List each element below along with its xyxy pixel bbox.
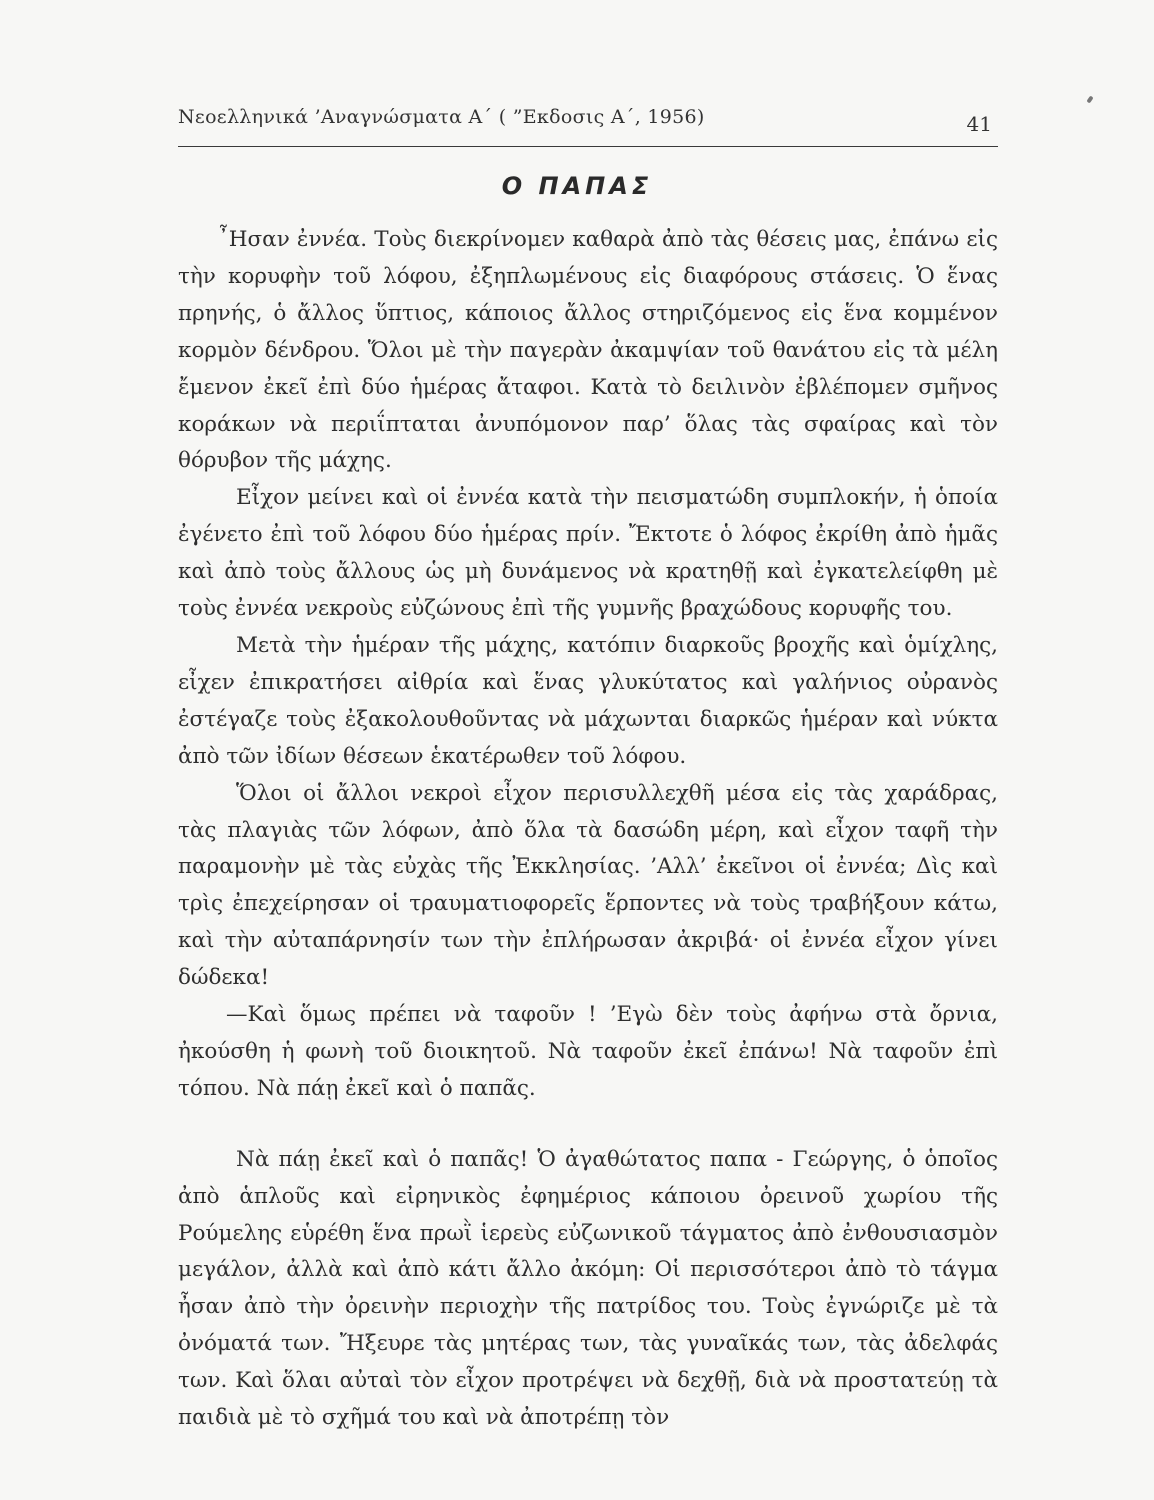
running-title: Νεοελληνικά ’Αναγνώσματα Α΄ ( ”Εκδοσις Α΄, 1956) [178,106,705,128]
story-title: Ο ΠΑΠΑΣ [501,172,653,200]
paragraph: Ὅλοι οἱ ἄλλοι νεκροὶ εἶχον περισυλλεχθῆ μέσα εἰς τὰς χαράδρας, τὰς πλαγιὰς τῶν λόφων, ἀπὸ ὅλα τὰ δασώδη μέρη, καὶ εἶχον ταφῆ τὴν παραμονὴν μὲ τὰς εὐχὰς τῆς Ἐκκλησίας. ’Αλλ’ ἐκεῖνοι οἱ ἐννέα; Δὶς καὶ τρὶς ἐπεχείρησαν οἱ τραυματιοφορεῖς ἕρποντες νὰ τοὺς τραβήξουν κάτω, καὶ τὴν αὐταπάρνησίν των τὴν ἐπλήρωσαν ἀκριβά· οἱ ἐννέα εἶχον γίνει δώδεκα! [178,780,998,991]
paragraph: Μετὰ τὴν ἡμέραν τῆς μάχης, κατόπιν διαρκοῦς βροχῆς καὶ ὁμίχλης, εἶχεν ἐπικρατήσει αἰθρία καὶ ἕνας γλυκύτατος καὶ γαλήνιος οὐρανὸς ἐστέγαζε τοὺς ἐξακολουθοῦντας νὰ μάχωνται διαρκῶς ἡμέραν καὶ νύκτα ἀπὸ τῶν ἰδίων θέσεων ἑκατέρωθεν τοῦ λόφου. [178,632,998,769]
story-body [178,222,998,1437]
paragraph: Νὰ πάῃ ἐκεῖ καὶ ὁ παπᾶς! Ὁ ἀγαθώτατος παπα - Γεώργης, ὁ ὁποῖος ἀπὸ ἁπλοῦς καὶ εἰρηνικὸς ἐφημέριος κάποιου ὀρεινοῦ χωρίου τῆς Ρούμελης εὑρέθη ἕνα πρωῒ ἱερεὺς εὐζωνικοῦ τάγματος ἀπὸ ἐνθουσιασμὸν μεγάλον, ἀλλὰ καὶ ἀπὸ κάτι ἄλλο ἀκόμη: Οἱ περισσότεροι ἀπὸ τὸ τάγμα ἦσαν ἀπὸ τὴν ὀρεινὴν περιοχὴν τῆς πατρίδος του. Τοὺς ἐγνώριζε μὲ τὰ ὀνόματά των. Ἤξευρε τὰς μητέρας των, τὰς γυναῖκάς των, τὰς ἀδελφάς των. Καὶ ὅλαι αὐταὶ τὸν εἶχον προτρέψει νὰ δεχθῇ, διὰ νὰ προστατεύῃ τὰ παιδιὰ μὲ τὸ σχῆμά του καὶ νὰ ἀποτρέπῃ τὸν [178,1146,998,1431]
paragraph: ῏Ησαν ἐννέα. Τοὺς διεκρίνομεν καθαρὰ ἀπὸ τὰς θέσεις μας, ἐπάνω εἰς τὴν κορυφὴν τοῦ λόφου, ἐξηπλωμένους εἰς διαφόρους στάσεις. Ὁ ἕνας πρηνής, ὁ ἄλλος ὕπτιος, κάποιος ἄλλος στηριζόμενος εἰς ἕνα κομμένον κορμὸν δένδρου. Ὅλοι μὲ τὴν παγερὰν ἀκαμψίαν τοῦ θανάτου εἰς τὰ μέλη ἔμενον ἐκεῖ ἐπὶ δύο ἡμέρας ἄταφοι. Κατὰ τὸ δειλινὸν ἐβλέπομεν σμῆνος κοράκων νὰ περιΐπταται ἀνυπόμονον παρ’ ὅλας τὰς σφαίρας καὶ τὸν θόρυβον τῆς μάχης. [178,227,998,474]
ink-speck [1086,95,1093,103]
dialogue-paragraph: —Καὶ ὅμως πρέπει νὰ ταφοῦν ! ’Εγὼ δὲν τοὺς ἀφήνω στὰ ὄρνια, ἠκούσθη ἡ φωνὴ τοῦ διοικητοῦ. Νὰ ταφοῦν ἐκεῖ ἐπάνω! Νὰ ταφοῦν ἐπὶ τόπου. Νὰ πάῃ ἐκεῖ καὶ ὁ παπᾶς. [178,1002,998,1101]
page-number: 41 [966,112,992,136]
paragraph: Εἶχον μείνει καὶ οἱ ἐννέα κατὰ τὴν πεισματώδη συμπλοκήν, ἡ ὁποία ἐγένετο ἐπὶ τοῦ λόφου δύο ἡμέρας πρίν. Ἔκτοτε ὁ λόφος ἐκρίθη ἀπὸ ἡμᾶς καὶ ἀπὸ τοὺς ἄλλους ὡς μὴ δυνάμενος νὰ κρατηθῇ καὶ ἐγκατελείφθη μὲ τοὺς ἐννέα νεκροὺς εὐζώνους ἐπὶ τῆς γυμνῆς βραχώδους κορυφῆς του. [178,485,998,622]
running-header [178,102,998,147]
